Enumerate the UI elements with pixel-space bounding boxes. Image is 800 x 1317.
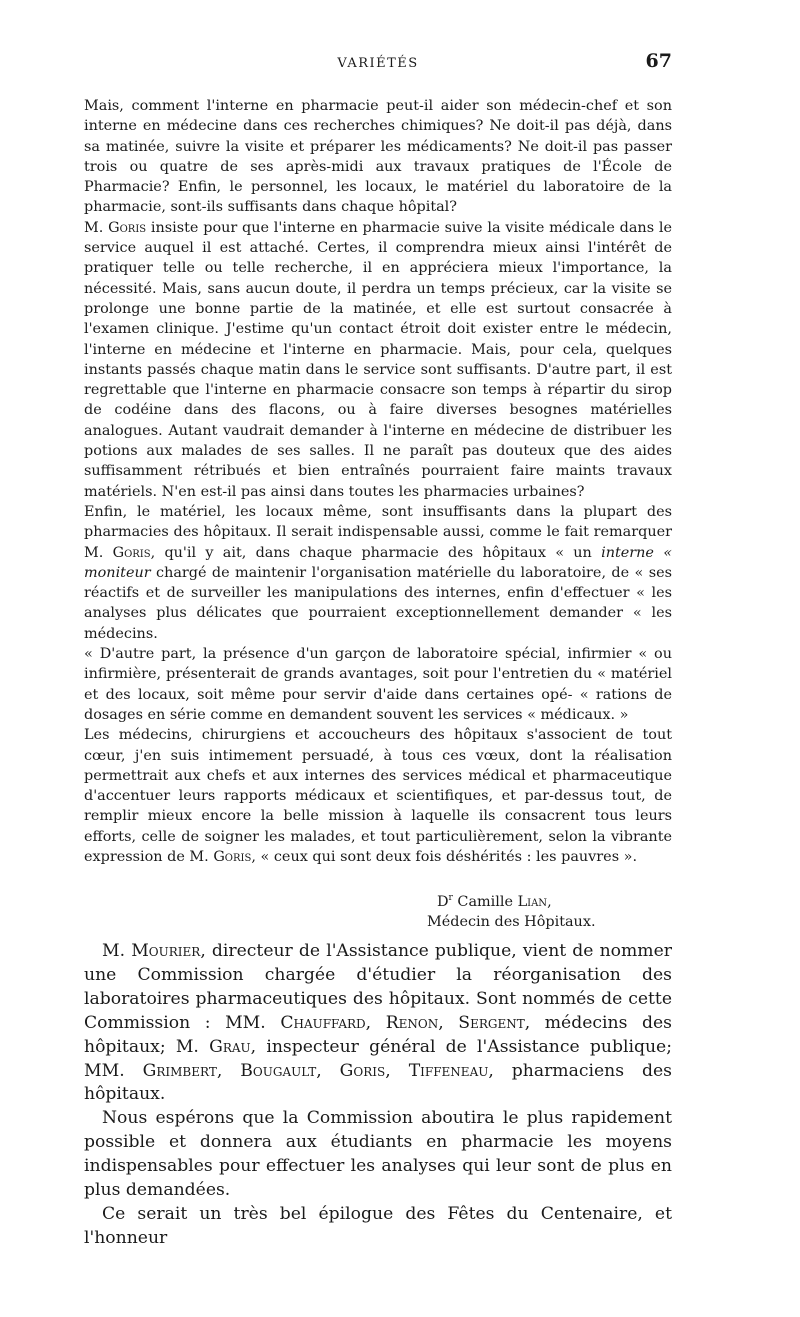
text-run: Enfin, le matériel, les locaux même, sont insuffisants dans la plupart des pharmacies des hôpitaux. Il serait indispensable aussi, comme le fait remarquer M.	[84, 503, 672, 561]
text-run: M.	[84, 219, 109, 236]
paragraph-3	[84, 502, 672, 644]
paragraph-4: « D'autre part, la présence d'un garçon de laboratoire spécial, infirmier « ou infirmière, présenterait de grands avantages, soit pour l'entretien du « matériel et des locaux, soit même pour servir d'aide dans certaines opé- « rations de dosages en série comme en demandent souvent les services « médicaux. »	[84, 646, 672, 723]
person-name: Chauffard	[280, 1012, 366, 1033]
person-name: Bougault	[240, 1060, 317, 1081]
signature-comma: ,	[547, 893, 552, 910]
text-run: ,	[316, 1060, 340, 1081]
text-run: ,	[216, 1060, 241, 1081]
paragraph-5	[84, 725, 672, 867]
author-name: Goris	[108, 219, 147, 236]
paragraph-hope: Nous espérons que la Commission aboutira le plus rapidement possible et donnera aux étudiants en pharmacie les moyens indispensables pour effectuer les analyses qui leur sont de plus en plus demandées.	[84, 1108, 672, 1201]
text-run: , inspecteur général de l'Assistance publique; MM.	[84, 1036, 672, 1081]
person-name: Goris	[339, 1060, 386, 1081]
paragraph-2	[84, 218, 672, 502]
paragraph-epilogue: Ce serait un très bel épilogue des Fêtes du Centenaire, et l'honneur	[84, 1203, 672, 1248]
text-run: ,	[365, 1012, 386, 1033]
text-run: , directeur de l'Assistance publique, vient de nommer une Commission chargée d'étudier la réorganisation des laboratoires pharmaceutiques des hôpitaux. Sont nommés de cette Commission : MM.	[84, 941, 672, 1033]
author-name: Goris	[213, 848, 252, 865]
paragraph-commission	[84, 940, 672, 1107]
signature-title: Médecin des Hôpitaux.	[427, 914, 596, 931]
signature-first: Camille	[452, 893, 518, 910]
running-title: VARIÉTÉS	[337, 56, 419, 71]
commission-notice	[84, 940, 672, 1251]
signature-prefix: D	[437, 893, 449, 910]
paragraph-1: Mais, comment l'interne en pharmacie peut-il aider son médecin-chef et son interne en médecine dans ces recherches chimiques? Ne doit-il pas déjà, dans sa matinée, suivre la visite et préparer les médicaments? Ne doit-il pas passer trois ou quatre de ses après-midi aux travaux pratiques de l'École de Pharmacie? Enfin, le personnel, les locaux, le matériel du laboratoire de la pharmacie, sont-ils suffisants dans chaque hôpital?	[84, 98, 672, 216]
person-name: Tiffeneau	[408, 1060, 489, 1081]
text-run: , qu'il y ait, dans chaque pharmacie des hôpitaux « un	[150, 544, 602, 561]
text-run: insiste pour que l'interne en pharmacie suive la visite médicale dans le service auquel il est attaché. Certes, il comprendra mieux ainsi l'intérêt de pratiquer telle ou telle recherche, il en appréciera mieux l'importance, la nécessité. Mais, sans aucun doute, il perdra un temps précieux, car la visite se prolonge une bonne partie de la matinée, et elle est surtout consacrée à l'examen clinique. J'estime qu'un contact étroit doit exister entre le médecin, l'interne en médecine et l'interne en pharmacie. Mais, pour cela, quelques instants passés chaque matin dans le service sont suffisants. D'autre part, il est regrettable que l'interne en pharmacie consacre son temps à répartir du sirop de codéine dans des flacons, ou à faire diverses besognes matérielles analogues. Autant vaudrait demander à l'interne en médecine de distribuer les potions aux malades de ses salles. Il ne paraît pas douteux que des aides suffisamment rétribués et bien entraînés pourraient faire maints travaux matériels. N'en est-il pas ainsi dans toutes les pharmacies urbaines?	[84, 219, 672, 500]
italic-term: interne « moniteur	[84, 544, 672, 581]
text-run: , « ceux qui sont deux fois déshérités : les pauvres ».	[251, 848, 638, 865]
article-body	[84, 96, 672, 867]
person-name: Grimbert	[142, 1060, 217, 1081]
person-name: Mourier	[131, 941, 201, 961]
text-run: ,	[385, 1060, 409, 1081]
running-head	[84, 50, 672, 76]
signature-sup: r	[448, 893, 453, 903]
author-name: Goris	[112, 544, 151, 561]
signature	[84, 888, 672, 932]
person-name: Sergent	[458, 1012, 525, 1033]
text-run: chargé de maintenir l'organisation matérielle du laboratoire, de « ses réactifs et de surveiller les manipulations des internes, enfin d'effectuer « les analyses plus délicates que pourraient exceptionnellement demander « les médecins.	[84, 564, 672, 642]
text-run: , médecins des hôpitaux; M.	[84, 1012, 672, 1057]
text-run: ,	[438, 1012, 459, 1033]
signature-name	[437, 888, 672, 912]
text-run: , pharmaciens des hôpitaux.	[84, 1060, 672, 1105]
text-run: M.	[102, 941, 132, 961]
signature-last: Lian	[517, 893, 548, 910]
person-name: Grau	[209, 1036, 251, 1057]
page-number: 67	[645, 50, 672, 72]
person-name: Renon	[385, 1012, 439, 1033]
text-run: Les médecins, chirurgiens et accoucheurs des hôpitaux s'associent de tout cœur, j'en suis intimement persuadé, à tous ces vœux, dont la réalisation permettrait aux chefs et aux internes des services médical et pharmaceutique d'accentuer leurs rapports médicaux et scientifiques, et par-dessus tout, de remplir mieux encore la belle mission à laquelle ils consacrent tous leurs efforts, celle de soigner les malades, et tout particulièrement, selon la vibrante expression de M.	[84, 727, 672, 865]
